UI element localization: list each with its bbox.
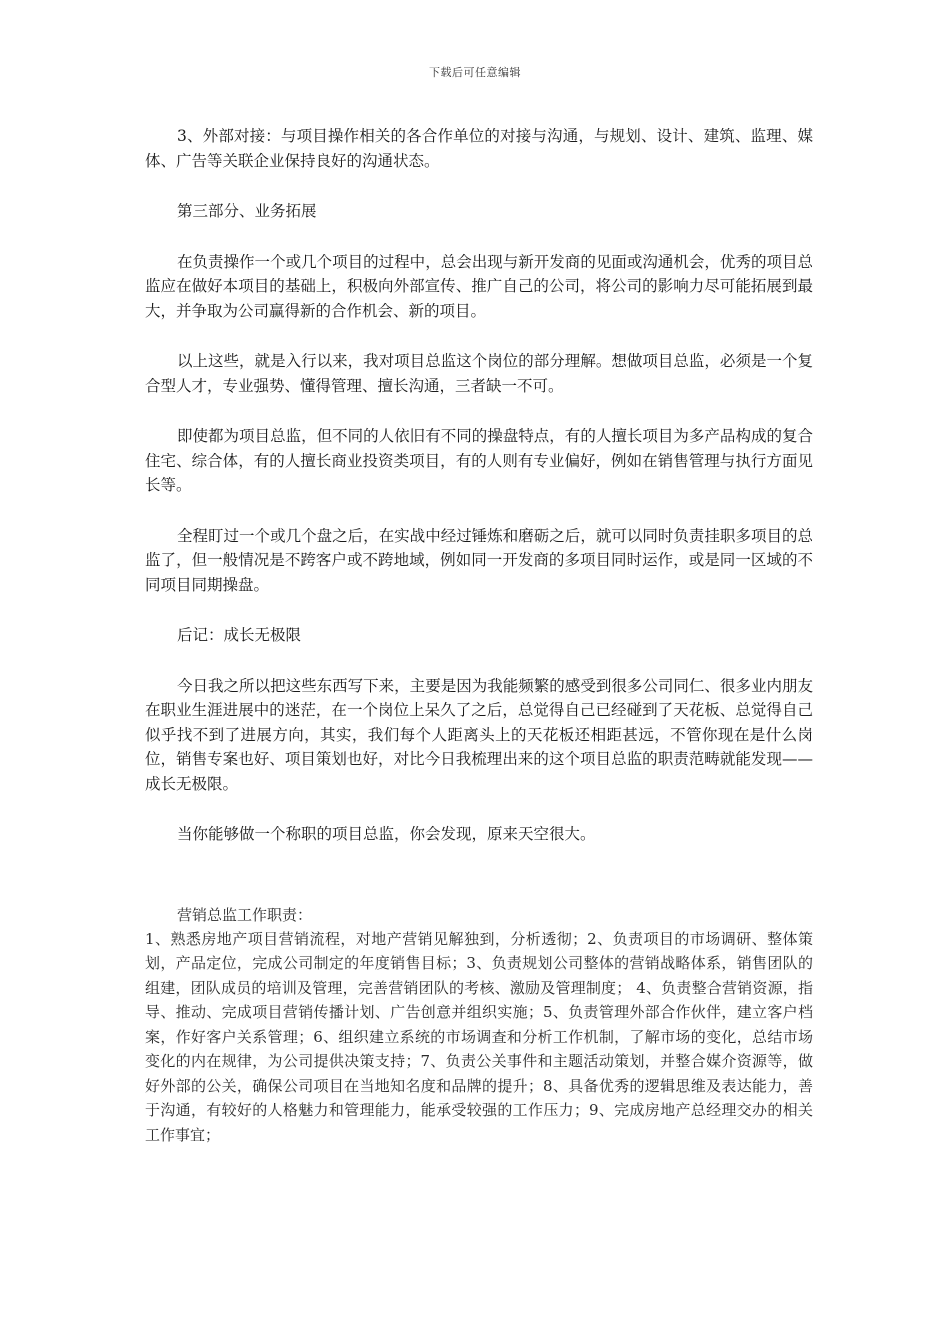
- duties-body: 1、熟悉房地产项目营销流程，对地产营销见解独到，分析透彻；2、负责项目的市场调研、整体策划，产品定位，完成公司制定的年度销售目标；3、负责规划公司整体的营销战略体系，销售团队的组建，团队成员的培训及管理，完善营销团队的考核、激励及管理制度； 4、负责整合营销资源，指导、推动、完成项目营销传播计划、广告创意并组织实施；5、负责管理外部合作伙伴，建立客户档案，作好客户关系管理；6、组织建立系统的市场调查和分析工作机制，了解市场的变化，总结市场变化的内在规律，为公司提供决策支持；7、负责公关事件和主题活动策划，并整合媒介资源等，做好外部的公关，确保公司项目在当地知名度和品牌的提升；8、具备优秀的逻辑思维及表达能力，善于沟通，有较好的人格魅力和管理能力，能承受较强的工作压力；9、完成房地产总经理交办的相关工作事宜；: [145, 929, 813, 1144]
- paragraph-operating-styles: 即使都为项目总监，但不同的人依旧有不同的操盘特点，有的人擅长项目为多产品构成的复合住宅、综合体，有的人擅长商业投资类项目，有的人则有专业偏好，例如在销售管理与执行方面见长等。: [145, 427, 813, 494]
- duties-title: 营销总监工作职责：: [177, 905, 313, 924]
- paragraph-conclusion: 当你能够做一个称职的项目总监，你会发现，原来天空很大。: [177, 825, 596, 843]
- page-header: 下载后可任意编辑: [429, 66, 521, 79]
- section-heading-business-expansion: 第三部分、业务拓展: [177, 202, 317, 220]
- section-spacer: [145, 873, 813, 903]
- paragraph-understanding: 以上这些，就是入行以来，我对项目总监这个岗位的部分理解。想做项目总监，必须是一个复合型人才，专业强势、懂得管理、擅长沟通，三者缺一不可。: [145, 352, 813, 395]
- paragraph-postscript: 今日我之所以把这些东西写下来，主要是因为我能频繁的感受到很多公司同仁、很多业内朋友在职业生涯进展中的迷茫，在一个岗位上呆久了之后，总觉得自己已经碰到了天花板、总觉得自己似乎找不到了进展方向，其实，我们每个人距离头上的天花板还相距甚远，不管你现在是什么岗位，销售专案也好、项目策划也好，对比今日我梳理出来的这个项目总监的职责范畴就能发现——成长无极限。: [145, 676, 813, 793]
- document-body: [145, 124, 813, 1147]
- section-heading-postscript: 后记：成长无极限: [177, 626, 302, 644]
- paragraph-business-expansion: 在负责操作一个或几个项目的过程中，总会出现与新开发商的见面或沟通机会，优秀的项目总监应在做好本项目的基础上，积极向外部宣传、推广自己的公司，将公司的影响力尽可能拓展到最大，并争取为公司赢得新的合作机会、新的项目。: [145, 252, 813, 320]
- paragraph-external-liaison: 3、外部对接：与项目操作相关的各合作单位的对接与沟通，与规划、设计、建筑、监理、媒体、广告等关联企业保持良好的沟通状态。: [145, 127, 813, 170]
- paragraph-multi-project: 全程盯过一个或几个盘之后，在实战中经过锤炼和磨砺之后，就可以同时负责挂职多项目的总监了，但一般情况是不跨客户或不跨地域，例如同一开发商的多项目同时运作，或是同一区域的不同项目同期操盘。: [145, 526, 813, 594]
